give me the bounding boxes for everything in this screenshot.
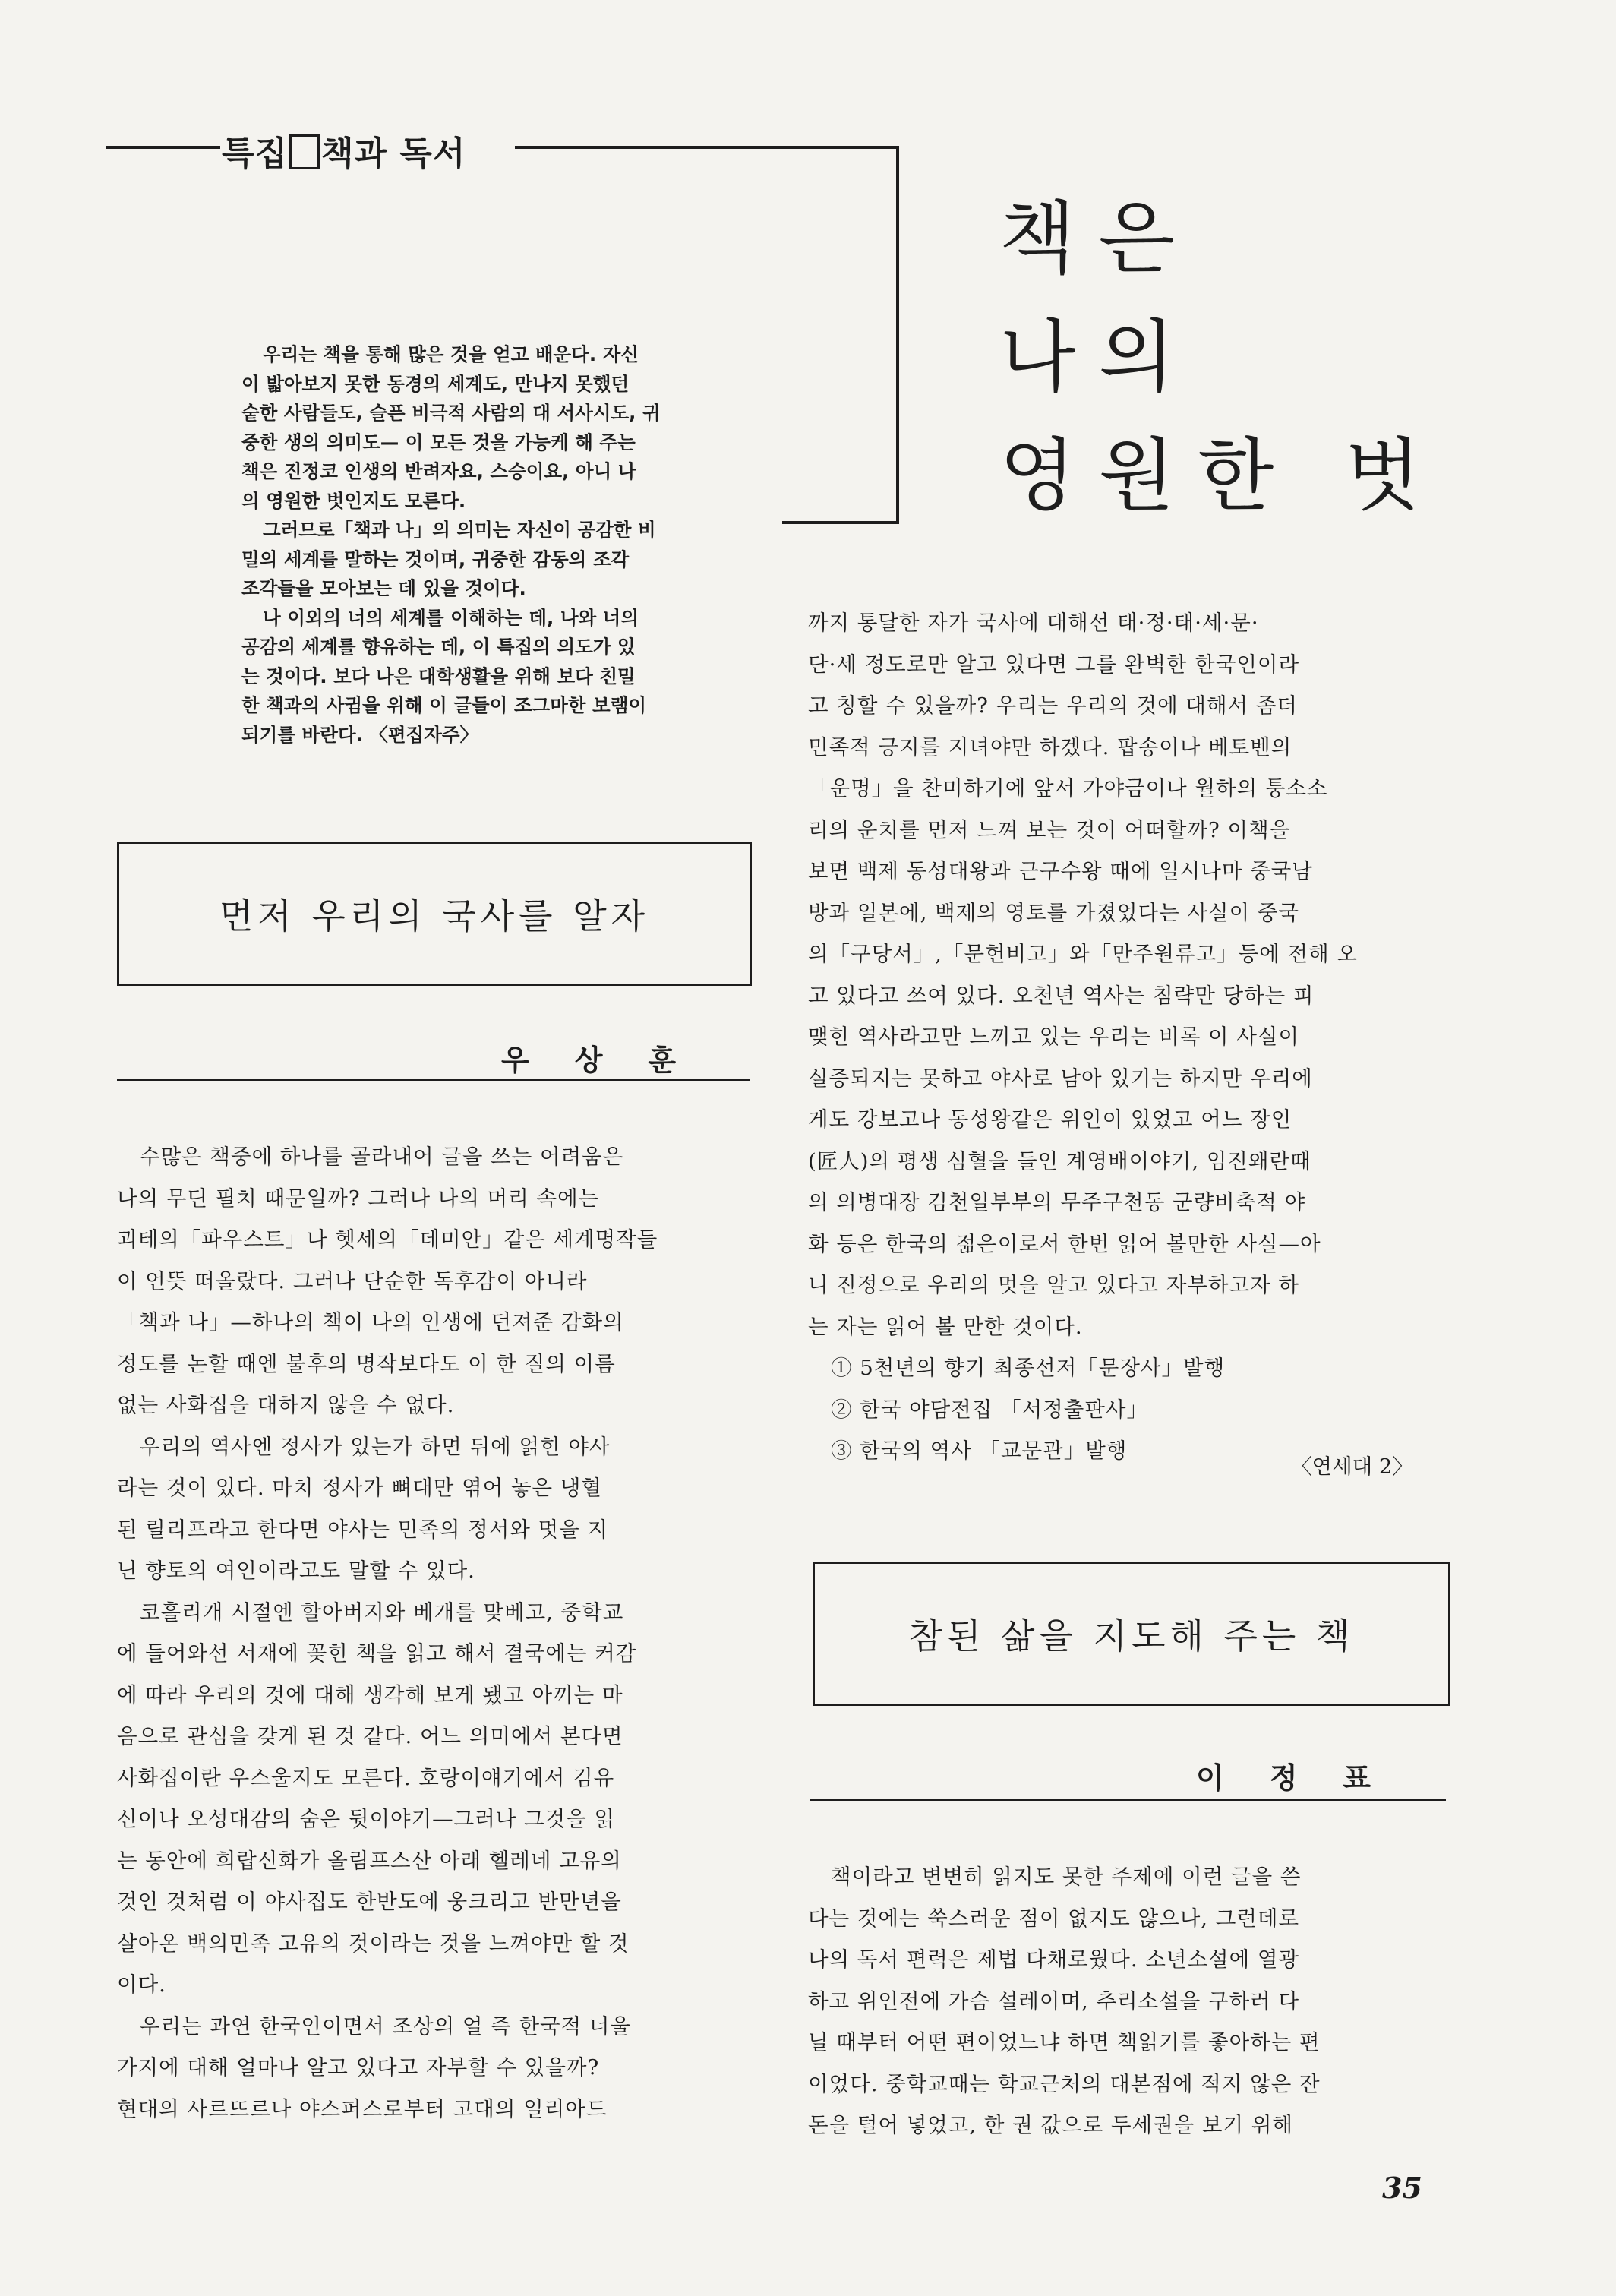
text-line: 리의 운치를 먼저 느껴 보는 것이 어떠할까? 이책을 bbox=[808, 817, 1291, 842]
title-bracket-bottom bbox=[782, 521, 899, 524]
reference-item: ③ 한국의 역사 「교문관」발행 bbox=[831, 1439, 1128, 1463]
header-series: 특집 bbox=[222, 134, 289, 173]
editor-note-paragraph-3: 나 이외의 너의 세계를 이해하는 데, 나와 너의 공감의 세계를 향유하는 데, 이 특집의 의도가 있 는 것이다. 보다 나은 대학생활을 위해 보다 친밀 한 책과의 사귐을 위해 이 글들이 조그마한 보램이 되기를 바란다. 〈편집자주〉 bbox=[241, 606, 647, 746]
text-line: 실증되지는 못하고 야사로 남아 있기는 하지만 우리에 bbox=[808, 1066, 1313, 1091]
text-line: 다는 것에는 쑥스러운 점이 없지도 않으나, 그런데로 bbox=[808, 1906, 1300, 1931]
text-line: 없는 사화집을 대하지 않을 수 없다. bbox=[117, 1393, 455, 1417]
title-bracket-vertical bbox=[896, 146, 899, 524]
article-2-title-box bbox=[813, 1562, 1450, 1706]
reference-item: ② 한국 야담전집 「서정출판사」 bbox=[831, 1397, 1148, 1422]
text-line: 사화집이란 우스울지도 모른다. 호랑이얘기에서 김유 bbox=[117, 1765, 615, 1790]
header-rule-right bbox=[515, 146, 898, 149]
header-topic: 책과 독서 bbox=[321, 134, 466, 173]
text-line: 이 언뜻 떠올랐다. 그러나 단순한 독후감이 아니라 bbox=[117, 1268, 588, 1293]
text-line: 화 등은 한국의 젊은이로서 한번 읽어 볼만한 사실—아 bbox=[808, 1231, 1321, 1256]
header-separator-box bbox=[289, 134, 320, 169]
text-line: 고 있다고 쓰여 있다. 오천년 역사는 침략만 당하는 피 bbox=[808, 983, 1315, 1008]
text-line: 우리의 역사엔 정사가 있는가 하면 뒤에 얽힌 야사 bbox=[140, 1434, 611, 1459]
page-number: 35 bbox=[1382, 2171, 1422, 2205]
text-line: 살아온 백의민족 고유의 것이라는 것을 느껴야만 할 것 bbox=[117, 1931, 630, 1956]
text-line: 닐 때부터 어떤 편이었느냐 하면 책읽기를 좋아하는 편 bbox=[808, 2030, 1321, 2054]
section-header bbox=[222, 126, 466, 175]
text-line: 닌 향토의 여인이라고도 말할 수 있다. bbox=[117, 1559, 475, 1583]
text-line: 라는 것이 있다. 마치 정사가 뼈대만 엮어 놓은 냉혈 bbox=[117, 1476, 602, 1500]
text-line: 에 따라 우리의 것에 대해 생각해 보게 됐고 아끼는 마 bbox=[117, 1682, 623, 1707]
text-line: 괴테의「파우스트」나 헷세의「데미안」같은 세계명작들 bbox=[117, 1227, 658, 1252]
text-line: 현대의 사르뜨르나 야스퍼스로부터 고대의 일리아드 bbox=[117, 2096, 608, 2121]
text-line: 맺힌 역사라고만 느끼고 있는 우리는 비록 이 사실이 bbox=[808, 1025, 1300, 1049]
text-line: 음으로 관심을 갖게 된 것 같다. 어느 의미에서 본다면 bbox=[117, 1724, 623, 1748]
text-line: 까지 통달한 자가 국사에 대해선 태·정·태·세·문· bbox=[808, 611, 1259, 635]
text-line: 된 릴리프라고 한다면 야사는 민족의 정서와 멋을 지 bbox=[117, 1517, 609, 1542]
article-1-author-rule bbox=[117, 1079, 750, 1081]
article-1-author: 우상훈 bbox=[501, 1044, 722, 1077]
article-2-author-rule bbox=[810, 1799, 1446, 1801]
text-line: 책이라고 변변히 읽지도 못한 주제에 이런 글을 쓴 bbox=[831, 1865, 1302, 1889]
text-line: 우리는 과연 한국인이면서 조상의 얼 즉 한국적 너울 bbox=[140, 2013, 632, 2039]
text-line: (匠人)의 평생 심혈을 들인 계영배이야기, 임진왜란때 bbox=[808, 1148, 1311, 1173]
text-line: 이었다. 중학교때는 학교근처의 대본점에 적지 않은 잔 bbox=[808, 2071, 1321, 2096]
text-line: 수많은 책중에 하나를 골라내어 글을 쓰는 어려움은 bbox=[140, 1145, 624, 1169]
article-2-author: 이정표 bbox=[1196, 1761, 1417, 1795]
article-1-right-column bbox=[808, 602, 1446, 1472]
text-line: 게도 강보고나 동성왕같은 위인이 있었고 어느 장인 bbox=[808, 1107, 1292, 1132]
reference-item: ① 5천년의 향기 최종선저「문장사」발행 bbox=[831, 1356, 1226, 1380]
header-rule-left bbox=[106, 146, 220, 149]
text-line: 의「구당서」,「문헌비고」와「만주원류고」등에 전해 오 bbox=[808, 942, 1358, 966]
article-1-title: 먼저 우리의 국사를 알자 bbox=[219, 895, 650, 936]
editor-note-paragraph-1: 우리는 책을 통해 많은 것을 얻고 배운다. 자신 이 밟아보지 못한 동경의 세계도, 만나지 못했던 숱한 사람들도, 슬픈 비극적 사람의 대 서사시도, 귀 중한 생의 의미도— 이 모든 것을 가능케 해 주는 책은 진정코 인생의 반려자요, 스승이요, 아니 나 의 영원한 벗인지도 모른다. bbox=[241, 343, 661, 512]
article-2-title: 참된 삶을 지도해 주는 책 bbox=[908, 1615, 1355, 1656]
text-line: 정도를 논할 때엔 불후의 명작보다도 이 한 질의 이름 bbox=[117, 1351, 616, 1376]
editor-note bbox=[241, 340, 758, 750]
text-line: 고 칭할 수 있을까? 우리는 우리의 것에 대해서 좀더 bbox=[808, 693, 1298, 718]
text-line: 신이나 오성대감의 숨은 뒷이야기—그러나 그것을 읽 bbox=[117, 1807, 616, 1831]
main-title-line-2: 나의 bbox=[999, 311, 1198, 403]
text-line: 코흘리개 시절엔 할아버지와 베개를 맞베고, 중학교 bbox=[140, 1600, 624, 1625]
text-line: 이다. bbox=[117, 1972, 166, 1997]
article-2-column bbox=[808, 1856, 1446, 2146]
text-line: 것인 것처럼 이 야사집도 한반도에 웅크리고 반만년을 bbox=[117, 1890, 622, 1914]
main-title-line-1: 책은 bbox=[999, 192, 1198, 285]
text-line: 민족적 긍지를 지녀야만 하겠다. 팝송이나 베토벤의 bbox=[808, 734, 1292, 760]
text-line: 니 진정으로 우리의 멋을 알고 있다고 자부하고자 하 bbox=[808, 1273, 1300, 1297]
text-line: 방과 일본에, 백제의 영토를 가졌었다는 사실이 중국 bbox=[808, 900, 1300, 925]
text-line: 「책과 나」—하나의 책이 나의 인생에 던져준 감화의 bbox=[117, 1310, 624, 1334]
editor-note-paragraph-2: 그러므로「책과 나」의 의미는 자신이 공감한 비 밀의 세계를 말하는 것이며, 귀중한 감동의 조각 조각들을 모아보는 데 있을 것이다. bbox=[241, 519, 656, 599]
text-line: 는 동안에 희랍신화가 올림프스산 아래 헬레네 고유의 bbox=[117, 1848, 622, 1873]
text-line: 나의 무딘 필치 때문일까? 그러나 나의 머리 속에는 bbox=[117, 1186, 600, 1211]
article-1-title-box bbox=[117, 842, 752, 986]
article-1-left-column bbox=[117, 1136, 755, 2130]
main-title bbox=[999, 190, 1444, 524]
text-line: 는 자는 읽어 볼 만한 것이다. bbox=[808, 1314, 1083, 1339]
text-line: 가지에 대해 얼마나 알고 있다고 자부할 수 있을까? bbox=[117, 2055, 600, 2080]
text-line: 돈을 털어 넣었고, 한 권 값으로 두세권을 보기 위해 bbox=[808, 2113, 1293, 2137]
text-line: 보면 백제 동성대왕과 근구수왕 때에 일시나마 중국남 bbox=[808, 859, 1313, 883]
text-line: 나의 독서 편력은 제법 다채로웠다. 소년소설에 열광 bbox=[808, 1947, 1300, 1972]
article-1-byline: 〈연세대 2〉 bbox=[1291, 1454, 1413, 1479]
text-line: 「운명」을 찬미하기에 앞서 가야금이나 월하의 퉁소소 bbox=[808, 776, 1328, 801]
main-title-line-3: 영원한 벗 bbox=[999, 429, 1444, 522]
text-line: 의 의병대장 김천일부부의 무주구천동 군량비축적 야 bbox=[808, 1190, 1306, 1214]
text-line: 하고 위인전에 가슴 설레이며, 추리소설을 구하러 다 bbox=[808, 1988, 1300, 2013]
text-line: 에 들어와선 서재에 꽂힌 책을 읽고 해서 결국에는 커감 bbox=[117, 1641, 637, 1666]
text-line: 단·세 정도로만 알고 있다면 그를 완벽한 한국인이라 bbox=[808, 652, 1300, 677]
